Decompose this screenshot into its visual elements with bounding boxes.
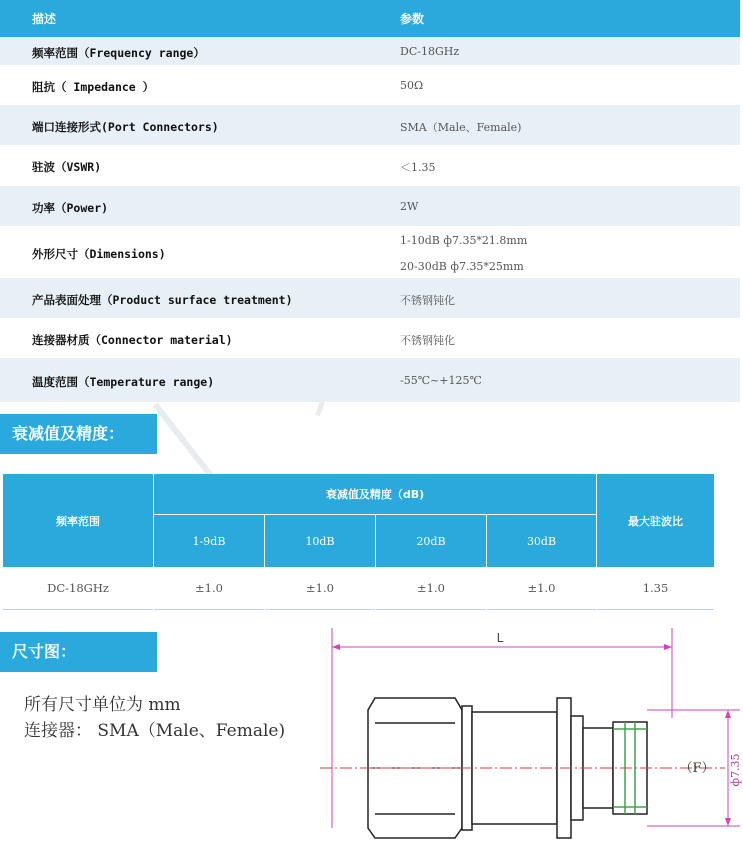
value-cell: ±1.0 [487, 567, 596, 610]
spec-value: 1-10dB ф7.35*21.8mm [400, 234, 528, 247]
spec-row [0, 37, 740, 65]
length-label: L [496, 631, 504, 645]
col-header: 20dB [376, 515, 486, 567]
col-header: 1-9dB [154, 515, 264, 567]
dimension-section-title: 尺寸图： [0, 632, 157, 672]
spec-row [0, 145, 740, 186]
spec-value: -55℃~+125℃ [400, 374, 482, 387]
spec-label: 连接器材质（Connector material) [32, 333, 233, 347]
dimension-drawing [315, 628, 743, 851]
attenuation-section-title: 衰减值及精度： [0, 414, 157, 454]
spec-row [0, 105, 740, 145]
watermark [153, 403, 213, 478]
spec-value: ＜1.35 [400, 161, 436, 174]
female-label: （F） [679, 761, 715, 776]
spec-label: 端口连接形式(Port Connectors) [32, 120, 219, 134]
freq-range-header: 频率范围 [3, 474, 153, 567]
connector-note: 连接器： SMA（Male、Female) [24, 721, 286, 741]
spec-value: DC-18GHz [400, 45, 460, 58]
vswr-cell: 1.35 [597, 567, 714, 610]
spec-value: 不锈钢钝化 [400, 334, 455, 347]
spec-value: 不锈钢钝化 [400, 294, 455, 307]
spec-value: SMA（Male、Female) [400, 121, 522, 134]
diameter-label: ф7.35 [729, 753, 742, 787]
max-vswr-header: 最大驻波比 [597, 474, 714, 567]
spec-row [0, 318, 740, 358]
col-header: 10dB [265, 515, 375, 567]
spec-label: 产品表面处理（Product surface treatment) [32, 293, 293, 307]
col-header: 30dB [487, 515, 596, 567]
spec-row [0, 186, 740, 226]
header-description: 描述 [32, 12, 57, 26]
spec-value: 2W [400, 200, 419, 213]
spec-label: 频率范围（Frequency range） [32, 46, 205, 60]
value-cell: ±1.0 [154, 567, 264, 610]
spec-label: 温度范围（Temperature range) [32, 375, 215, 389]
spec-label: 阻抗（ Impedance ） [32, 80, 155, 94]
attenuation-group-header: 衰减值及精度（dB) [154, 474, 596, 514]
spec-table-header [0, 0, 740, 37]
header-parameter: 参数 [400, 12, 425, 26]
spec-row [0, 65, 740, 105]
spec-row [0, 278, 740, 318]
value-cell: ±1.0 [265, 567, 375, 610]
value-cell: ±1.0 [376, 567, 486, 610]
spec-label: 驻波（VSWR) [32, 160, 102, 174]
unit-note: 所有尺寸单位为 mm [24, 695, 181, 715]
spec-label: 功率（Power) [32, 201, 109, 215]
spec-row [0, 358, 740, 402]
spec-value: 50Ω [400, 79, 424, 92]
spec-row [0, 226, 740, 278]
spec-label: 外形尺寸（Dimensions) [32, 247, 166, 261]
freq-cell: DC-18GHz [3, 567, 153, 610]
spec-value-secondary: 20-30dB ф7.35*25mm [400, 260, 524, 273]
attenuation-table [3, 474, 714, 610]
